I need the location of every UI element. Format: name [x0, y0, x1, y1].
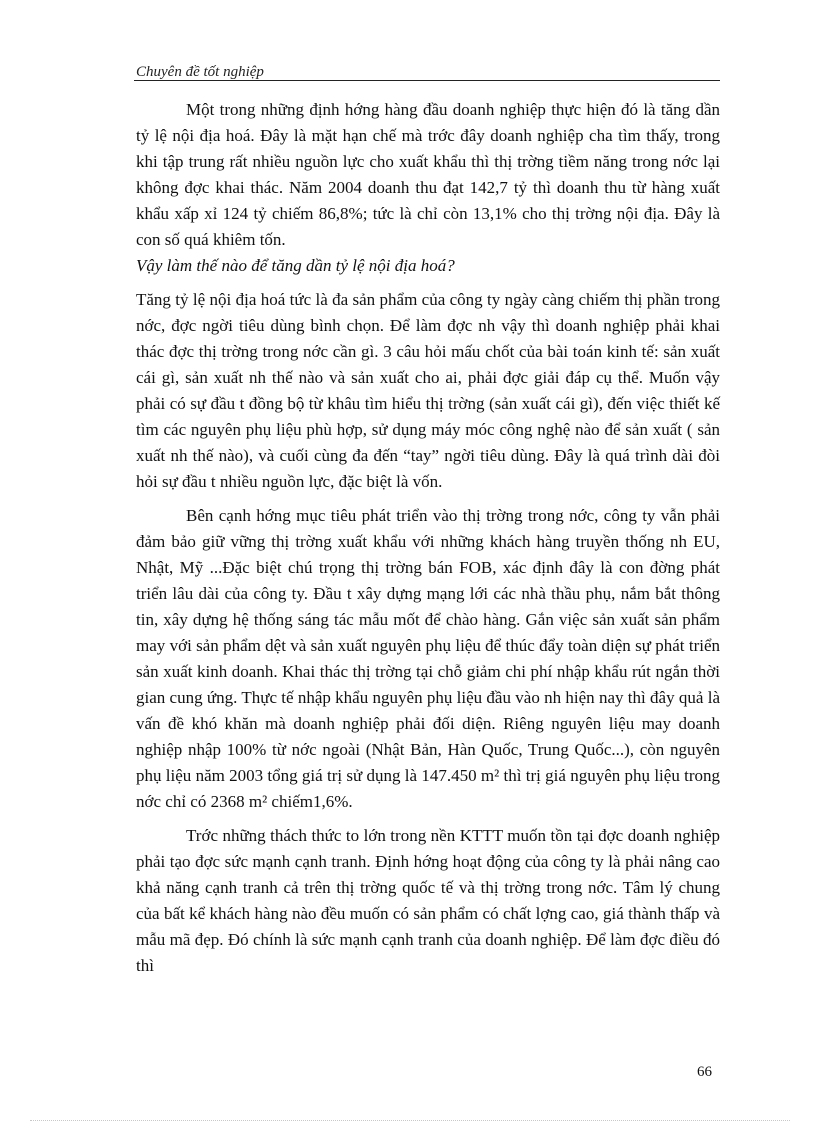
- paragraph-1: Một trong những định hớng hàng đầu doanh nghiệp thực hiện đó là tăng dần tỷ lệ nội địa hoá. Đây là mặt hạn chế mà trớc đây doanh nghiệp cha tìm thấy, trong khi tập trung rất nhiều nguồn lực cho xuất khẩu thì thị trờng tiềm năng trong nớc lại không đợc khai thác. Năm 2004 doanh thu đạt 142,7 tỷ thì doanh thu từ hàng xuất khẩu xấp xỉ 124 tỷ chiếm 86,8%; tức là chỉ còn 13,1% cho thị trờng nội địa. Đây là con số quá khiêm tốn.: [136, 100, 720, 249]
- header-divider: [134, 80, 720, 81]
- page-bottom-border: [30, 1120, 790, 1121]
- document-body: [136, 97, 720, 979]
- paragraph-2: Tăng tỷ lệ nội địa hoá tức là đa sản phẩm của công ty ngày càng chiếm thị phần trong nớc, đợc ngời tiêu dùng bình chọn. Để làm đợc nh vậy thì doanh nghiệp phải khai thác đợc thị trờng trong nớc cần gì. 3 câu hỏi mấu chốt của bài toán kinh tế: sản xuất cái gì, sản xuất nh thế nào và sản xuất cho ai, phải đợc giải đáp cụ thể. Muốn vậy phải có sự đầu t đồng bộ từ khâu tìm hiểu thị trờng (sản xuất cái gì), đến việc thiết kế tìm các nguyên phụ liệu phù hợp, sử dụng máy móc công nghệ nào để sản xuất ( sản xuất nh thế nào), và cuối cùng đa đến “tay” ngời tiêu dùng. Đây là quá trình dài đòi hỏi sự đầu t nhiều nguồn lực, đặc biệt là vốn.: [136, 290, 720, 491]
- page-number: 66: [697, 1064, 712, 1080]
- running-header: Chuyên đề tốt nghiệp: [136, 64, 264, 80]
- question-heading: Vậy làm thế nào để tăng dần tỷ lệ nội địa hoá?: [136, 256, 455, 275]
- paragraph-3: Bên cạnh hớng mục tiêu phát triển vào thị trờng trong nớc, công ty vẫn phải đảm bảo giữ vững thị trờng xuất khẩu với những khách hàng truyền thống nh EU, Nhật, Mỹ ...Đặc biệt chú trọng thị trờng bán FOB, xác định đây là con đờng phát triển lâu dài của công ty. Đầu t xây dựng mạng lới các nhà thầu phụ, nắm bắt thông tin, xây dựng hệ thống sáng tác mẫu mốt để chào hàng. Gắn việc sản xuất sản phẩm may với sản phẩm dệt và sản xuất nguyên phụ liệu để thúc đẩy toàn diện sự phát triển sản xuất kinh doanh. Khai thác thị trờng tại chỗ giảm chi phí nhập khẩu rút ngắn thời gian cung ứng. Thực tế nhập khẩu nguyên phụ liệu đầu vào nh hiện nay thì đây quả là vấn đề khó khăn mà doanh nghiệp phải đối diện. Riêng nguyên liệu may doanh nghiệp nhập 100% từ nớc ngoài (Nhật Bản, Hàn Quốc, Trung Quốc...), còn nguyên phụ liệu năm 2003 tổng giá trị sử dụng là 147.450 m² thì trị giá nguyên phụ liệu trong nớc chỉ có 2368 m² chiếm1,6%.: [136, 506, 720, 811]
- paragraph-4: Trớc những thách thức to lớn trong nền KTTT muốn tồn tại đợc doanh nghiệp phải tạo đợc sức mạnh cạnh tranh. Định hớng hoạt động của công ty là phải nâng cao khả năng cạnh tranh cả trên thị trờng quốc tế và thị trờng trong nớc. Tâm lý chung của bất kể khách hàng nào đều muốn có sản phẩm có chất lợng cao, giá thành thấp và mẫu mã đẹp. Đó chính là sức mạnh cạnh tranh của doanh nghiệp. Để làm đợc điều đó thì: [136, 826, 720, 975]
